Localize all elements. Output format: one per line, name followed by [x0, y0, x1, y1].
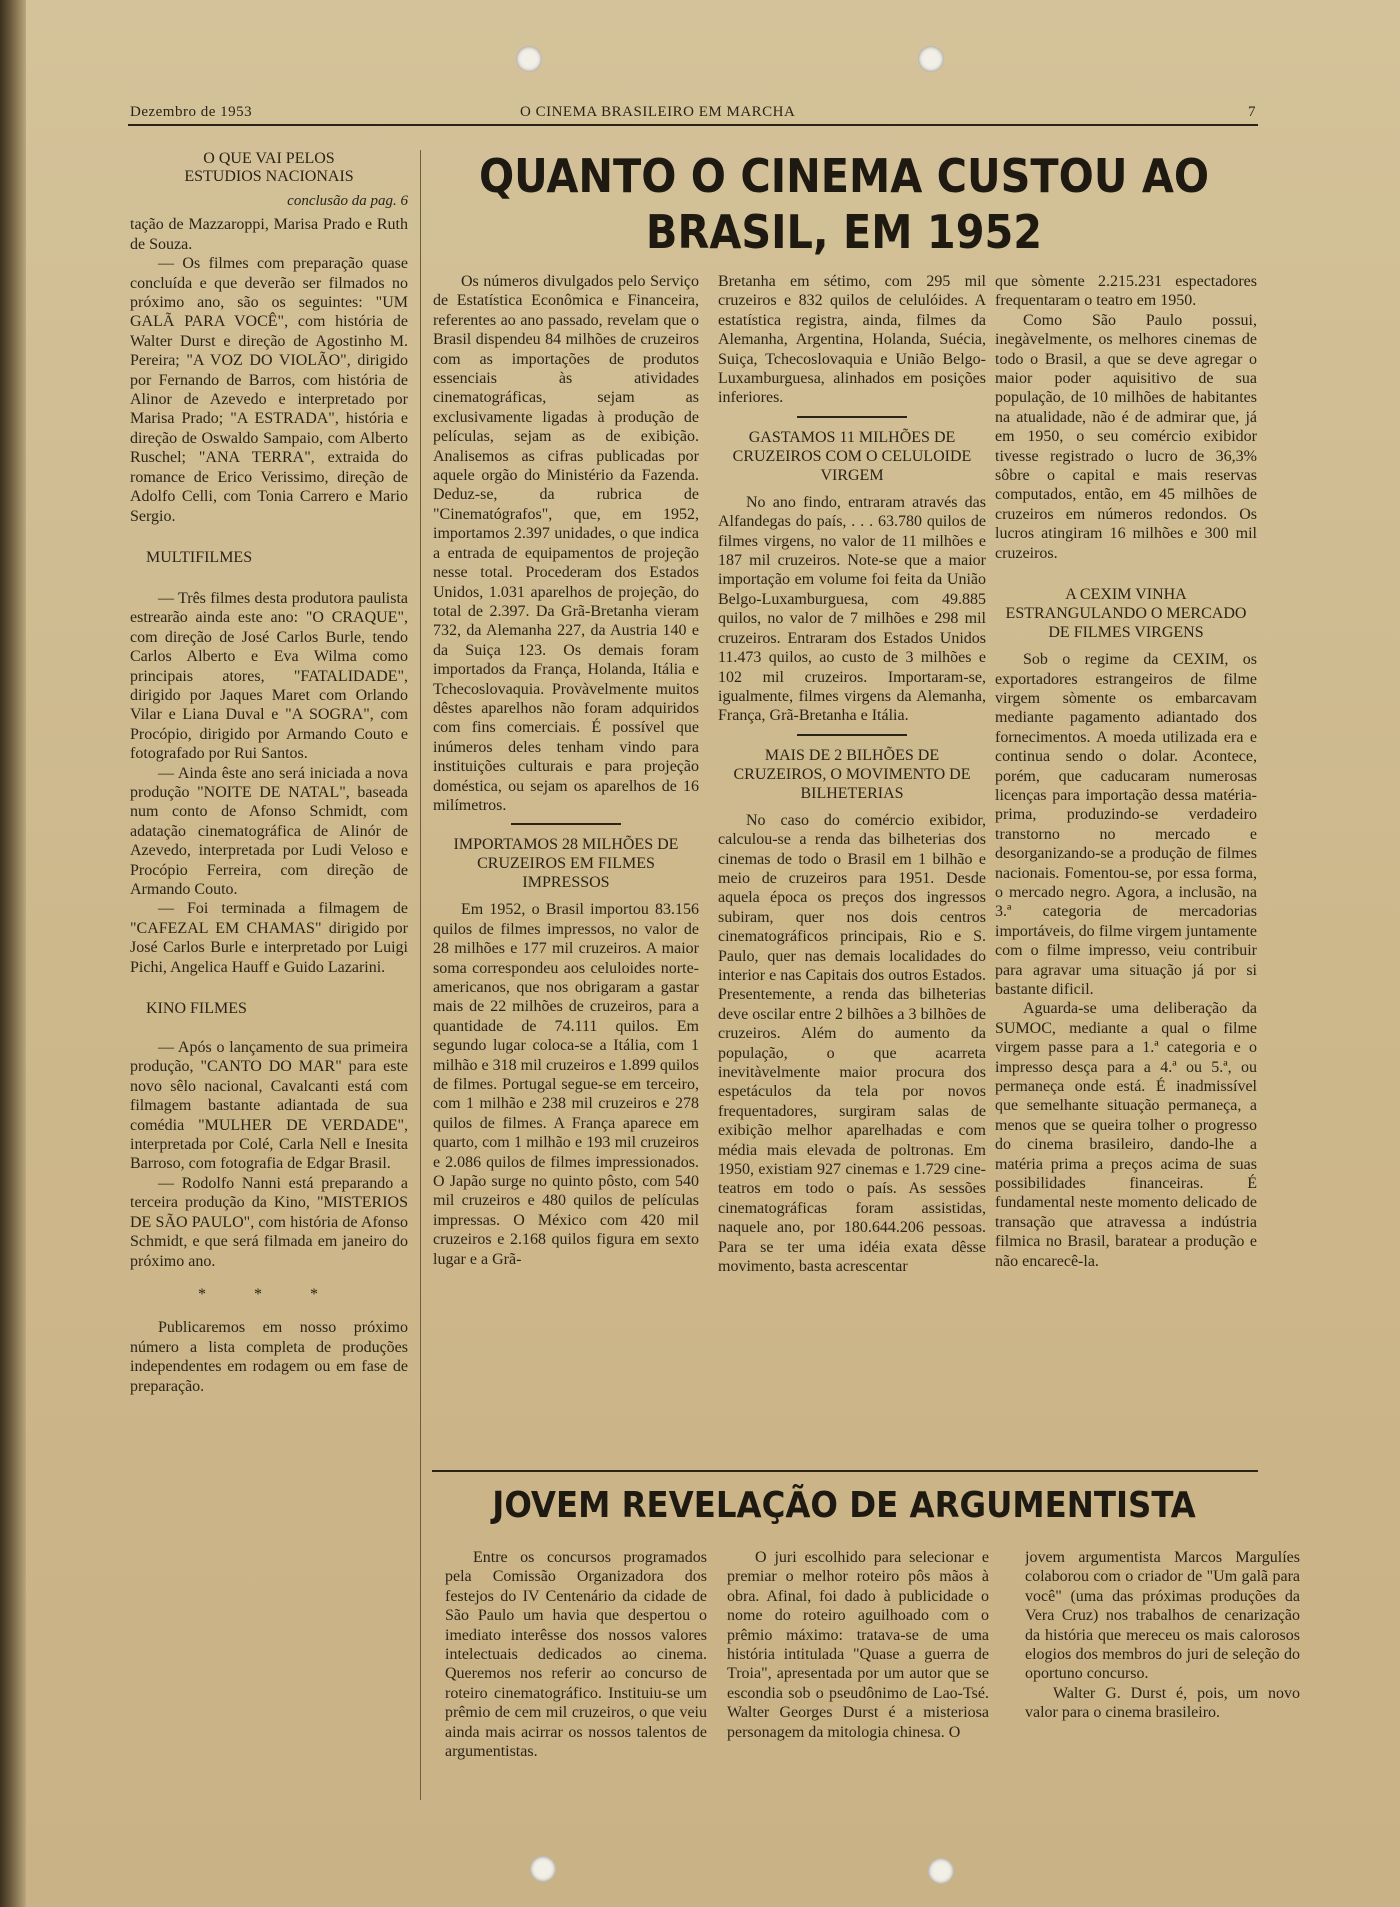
subheading: MAIS DE 2 BILHÕES DE CRUZEIROS, O MOVIMENTO DE BILHETERIAS — [733, 746, 971, 802]
article1-column-3 — [995, 272, 1257, 1462]
paragraph: que sòmente 2.215.231 espectadores frequentaram o teatro em 1950. — [995, 273, 1257, 310]
paragraph: Entre os concursos programados pela Comissão Organizadora dos festejos do IV Centenário da cidade de São Paulo um havia que despertou o imediato interêsse dos nossos valores intelectuais dedicados ao cinema. Queremos nos referir ao concurso de roteiro cinematográfico. Instituiu-se um prêmio de cem mil cruzeiros, o que veiu ainda mais acirrar os nossos talentos de argumentistas. — [445, 1549, 707, 1761]
paragraph: jovem argumentista Marcos Margulíes colaborou com o criador de "Um galã para você" (uma das próximas produções da Vera Cruz) nos trabalhos de cenarização da história que mereceu os mais calorosos elogios dos membros do juri de seleção do oportuno concurso. — [1025, 1549, 1300, 1683]
paragraph: Em 1952, o Brasil importou 83.156 quilos de filmes impressos, no valor de 28 milhões e 177 mil cruzeiros. A maior soma correspondeu aos celuloides norte-americanos, que nos obrigaram a gastar mais de 22 milhões de cruzeiros, para a quantidade de 74.111 quilos. Em segundo lugar coloca-se a Itália, com 1 milhão e 318 mil cruzeiros e 1.899 quilos de filmes. Portugal segue-se em terceiro, com 1 milhão e 238 mil cruzeiros e 278 quilos de filmes. A França aparece em quarto, com 1 milhão e 193 mil cruzeiros e 2.086 quilos de filmes impressionados. O Japão surge no quinto pôsto, com 540 mil cruzeiros e 480 quilos de películas impressas. O México com 420 mil cruzeiros e 2.168 quilos figura em sexto lugar e a Grã- — [433, 901, 699, 1268]
article2-column-1 — [445, 1548, 707, 1808]
header-rule — [128, 124, 1258, 126]
article-headline: QUANTO O CINEMA CUSTOU AO BRASIL, EM 1952 — [478, 149, 1210, 259]
section-heading-multifilmes: MULTIFILMES — [146, 548, 253, 566]
subheading: A CEXIM VINHA ESTRANGULANDO O MERCADO DE FILMES VIRGENS — [1005, 586, 1247, 642]
paragraph: — Ainda êste ano será iniciada a nova produção "NOITE DE NATAL", baseada num conto de Afonso Schmidt, com adatação cinematográfica de Alinór de Azevedo, interpretada por Ludi Veloso e Procópio Ferreira, com direção de Armando Couto. — [130, 764, 408, 898]
column-divider — [420, 150, 421, 1800]
article1-column-1 — [433, 272, 699, 1462]
divider — [511, 823, 621, 825]
article1-column-2 — [718, 272, 986, 1462]
left-column — [130, 150, 408, 1820]
article2-column-2 — [727, 1548, 989, 1808]
paragraph: — Rodolfo Nanni está preparando a terceira produção da Kino, "MISTERIOS DE SÃO PAULO", com história de Afonso Schmidt, e que será filmada em janeiro do próximo ano. — [130, 1174, 408, 1270]
paragraph: O juri escolhido para selecionar e premiar o melhor roteiro pôs mãos à obra. Afinal, foi dado à publicidade o nome do roteiro aguilhoado com o prêmio máximo: tratava-se de uma história intitulada "Quase a guerra de Troia", apresentada por um autor que se escondia sob o pseudônimo de Lao-Tsé. Walter Georges Durst é a misteriosa personagem da mitologia chinesa. O — [727, 1549, 989, 1741]
paragraph: Como São Paulo possui, inegàvelmente, os melhores cinemas de todo o Brasil, a que se deve agregar o maior poder aquisitivo de sua população, de 10 milhões de habitantes na atualidade, não é de admirar que, já em 1950, o seu comércio exibidor tivesse registrado o lucro de 36,3% sôbre o capital e mais reservas computados, então, em 45 milhões de cruzeiros em números redondos. Os lucros atingiram 16 milhões e 300 mil cruzeiros. — [995, 311, 1257, 562]
paragraph: — Três filmes desta produtora paulista estrearão ainda este ano: "O CRAQUE", com direção de José Carlos Burle, tendo Carlos Alberto e Eva Wilma como principais atores, "FATALIDADE", dirigido por Jaques Maret com Orlando Vilar e Liana Duval e "A SOGRA", com Procópio, dirigido por Armando Couto e fotografado por Rui Santos. — [130, 589, 408, 763]
punch-hole — [928, 1858, 954, 1884]
article-separator-rule — [432, 1470, 1258, 1472]
binding-edge — [0, 0, 26, 1907]
punch-hole — [530, 1856, 556, 1882]
issue-date: Dezembro de 1953 — [130, 104, 253, 120]
paragraph: — Após o lançamento de sua primeira produção, "CANTO DO MAR" para este novo sêlo nacional, Cavalcanti está com filmagem bastante adiantada de sua comédia "MULHER DE VERDADE", interpretada por Colé, Carla Nell e Inesita Barroso, com fotografia de Edgar Brasil. — [130, 1039, 408, 1173]
divider — [797, 416, 907, 418]
paragraph: Aguarda-se uma deliberação da SUMOC, mediante a qual o filme virgem passe para a 1.ª categoria e o impresso desça para a 4.ª ou 5.ª, ou permaneça onde está. É inadmissível que semelhante situação permaneça, a menos que se queira tolher o progresso do cinema brasileiro, dando-lhe a matéria prima a preços acima de suas possibilidades financeiras. É fundamental neste momento delicado de transação que atravessa a indústria filmica no Brasil, baratear a produção e não encarecê-la. — [995, 1000, 1257, 1270]
column-title: O QUE VAI PELOS ESTUDIOS NACIONAIS — [184, 150, 354, 185]
paragraph: Publicaremos em nosso próximo número a lista completa de produções independentes em rodagem ou em fase de preparação. — [130, 1319, 408, 1395]
subheading: IMPORTAMOS 28 MILHÕES DE CRUZEIROS EM FILMES IMPRESSOS — [453, 836, 679, 892]
article2-column-3 — [1025, 1548, 1300, 1808]
publication-title: O CINEMA BRASILEIRO EM MARCHA — [520, 104, 796, 120]
punch-hole — [918, 46, 944, 72]
paragraph: — Foi terminada a filmagem de "CAFEZAL EM CHAMAS" dirigido por José Carlos Burle e interpretado por Luigi Pichi, Angelica Hauff e Guido Lazarini. — [130, 900, 408, 976]
paragraph: Bretanha em sétimo, com 295 mil cruzeiros e 832 quilos de celulóides. A estatística registra, ainda, filmes da Alemanha, Argentina, Holanda, Suécia, Suiça, Tchecoslovaquia e União Belgo-Luxamburguesa, alinhados em posições inferiores. — [718, 273, 986, 407]
subheading: GASTAMOS 11 MILHÕES DE CRUZEIROS COM O CELULOIDE VIRGEM — [732, 428, 972, 484]
paragraph: Sob o regime da CEXIM, os exportadores estrangeiros de filme virgem sòmente os embarcavam mediante pagamento adiantado dos fornecimentos. A moeda utilizada era e continua sendo o dolar. Acontece, porém, que caducaram numerosas licenças para importação dessa matéria-prima, produzindo-se verdadeiro transtorno no mercado e desorganizando-se a produção de filmes nacionais. Fomentou-se, por essa forma, o mercado negro. Agora, a inclusão, na 3.ª categoria de mercadorias importáveis, do filme virgem juntamente com o filme impresso, veiu contribuir para agravar uma situação já por si bastante dificil. — [995, 651, 1257, 998]
section-stars: * * * — [198, 1285, 340, 1303]
continuation-note: conclusão da pag. 6 — [287, 193, 408, 209]
article2-headline: JOVEM REVELAÇÃO DE ARGUMENTISTA — [492, 1485, 1196, 1526]
paragraph: Walter G. Durst é, pois, um novo valor para o cinema brasileiro. — [1025, 1684, 1300, 1722]
paragraph: No ano findo, entraram através das Alfandegas do país, . . . 63.780 quilos de filmes virgens, no valor de 11 milhões e 187 mil cruzeiros. Note-se que a maior importação em volume foi feita da União Belgo-Luxamburguesa, com 49.885 quilos, no valor de 7 milhões e 298 mil cruzeiros. Entraram dos Estados Unidos 11.473 quilos, ao custo de 3 milhões e 102 mil cruzeiros. Importaram-se, igualmente, filmes virgens da Alemanha, França, Grã-Bretanha e Itália. — [718, 493, 986, 725]
punch-hole — [516, 46, 542, 72]
section-heading-kino: KINO FILMES — [146, 1000, 247, 1018]
paragraph: No caso do comércio exibidor, calculou-se a renda das bilheterias dos cinemas de todo o Brasil em 1 bilhão e meio de cruzeiros para 1951. Desde aquela época os preços dos ingressos subiram, quer nos dois centros cinematográficos principais, Rio e S. Paulo, quer nas demais localidades do interior e nas Capitais dos outros Estados. Presentemente, a renda das bilheterias deve oscilar entre 2 bilhões a 3 bilhões de cruzeiros. Além do aumento da população, o que acarreta inevitàvelmente maior procura dos espetáculos da tela por novos frequentadores, surgiram salas de exibição melhor aparelhadas e com média mais elevada de poltronas. Em 1950, existiam 927 cinemas e 1.729 cine-teatros em todo o país. As sessões cinematográficas foram assistidas, naquele ano, por 180.644.206 pessoas. Para se ter uma idéia exata dêsse movimento, basta acrescentar — [718, 811, 986, 1276]
divider — [797, 734, 907, 736]
paragraph: — Os filmes com preparação quase concluída e que deverão ser filmados no próximo ano, são os seguintes: "UM GALÃ PARA VOCÊ", com história de Walter Durst e direção de Agostinho M. Pereira; "A VOZ DO VIOLÃO", dirigido por Fernando de Barros, com história de Alinor de Azevedo e interpretado por Marisa Prado; "A ESTRADA", história e direção de Oswaldo Sampaio, com Alberto Ruschel; "ANA TERRA", extraida do romance de Erico Verissimo, direção de Adolfo Celli, com Tonia Carrero e Mario Sergio. — [130, 255, 408, 525]
paragraph: Os números divulgados pelo Serviço de Estatística Econômica e Financeira, referentes ao ano passado, revelam que o Brasil dispendeu 84 milhões de cruzeiros com as importações de produtos essenciais às atividades cinematográficas, sejam as exclusivamente ligadas à produção de películas, sejam as de exibição. Analisemos as cifras publicadas por aquele orgão do Ministério da Fazenda. Deduz-se, da rubrica de "Cinematógrafos", que, em 1952, importamos 2.397 unidades, o que indica a entrada de equipamentos de projeção nesse total. Procederam dos Estados Unidos, 1.031 aparelhos de projeção, do total de 2.397. Da Grã-Bretanha vieram 732, da Alemanha 227, da Austria 140 e da Suiça 123. Os demais foram importados da França, Holanda, Itália e Tchecoslovaquia. Provàvelmente muitos dêstes aparelhos não foram adquiridos com fins comerciais. É possível que inúmeros deles tenham vindo para instituições culturais e para projeção doméstica, ou sejam os aparelhos de 16 milímetros. — [433, 273, 699, 814]
paragraph: tação de Mazzaroppi, Marisa Prado e Ruth de Souza. — [130, 216, 408, 253]
page-number: 7 — [1248, 104, 1256, 120]
